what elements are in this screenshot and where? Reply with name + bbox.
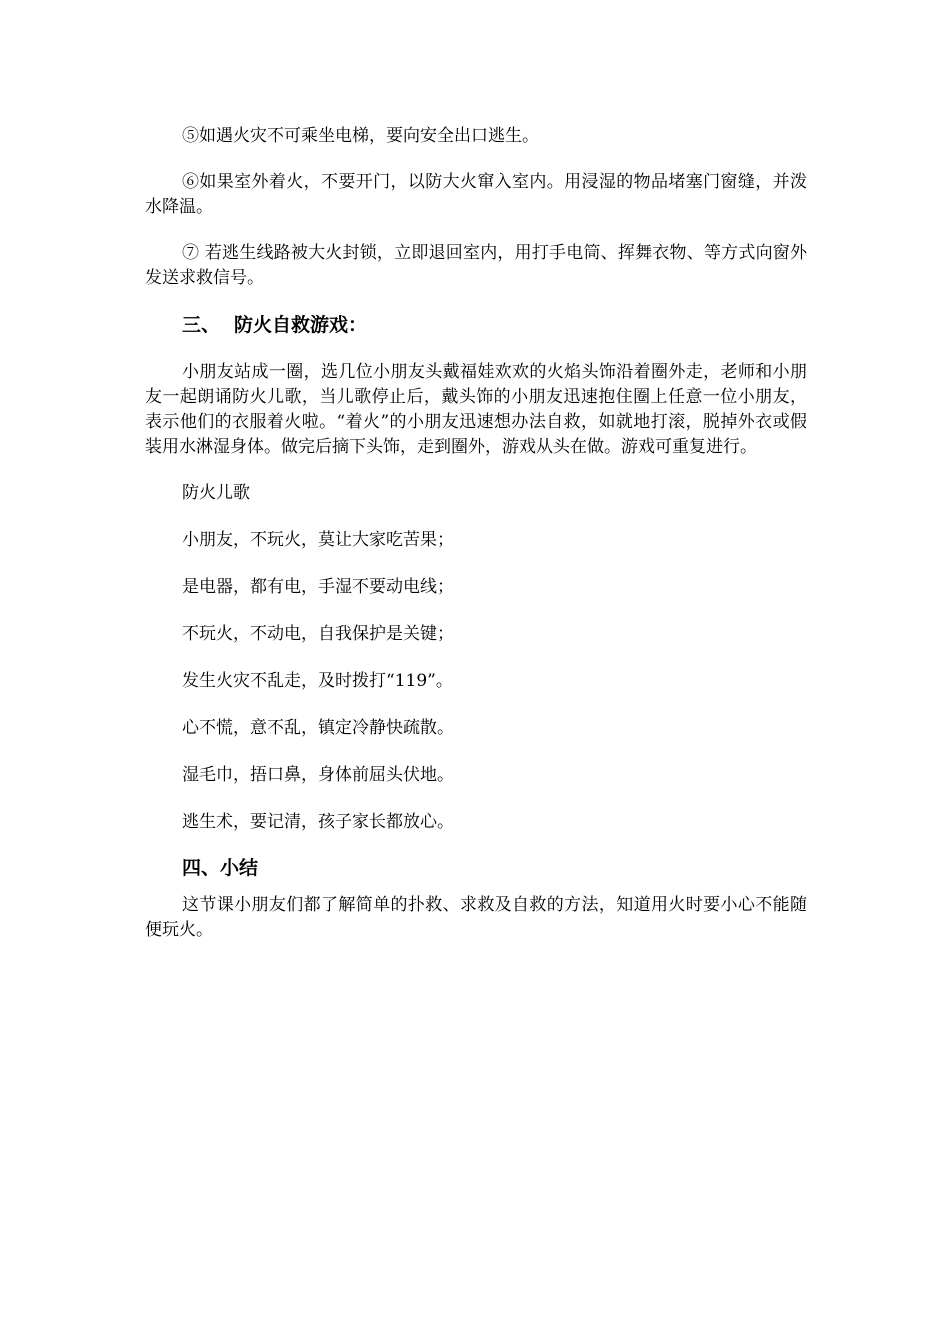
section-three-number: 三、	[182, 314, 221, 336]
section-four-heading: 四、小结	[182, 857, 259, 879]
song-line: 逃生术，要记清，孩子家长都放心。	[182, 812, 454, 832]
section-three-heading	[145, 312, 807, 338]
game-description-paragraph: 小朋友站成一圈，选几位小朋友头戴福娃欢欢的火焰头饰沿着圈外走，老师和小朋友一起朗诵防火儿歌，当儿歌停止后，戴头饰的小朋友迅速抱住圈上任意一位小朋友，表示他们的衣服着火啦。“着火”的小朋友迅速想办法自救，如就地打滚，脱掉外衣或假装用水淋湿身体。做完后摘下头饰，走到圈外，游戏从头在做。游戏可重复进行。	[145, 362, 807, 457]
song-line: 不玩火，不动电，自我保护是关键；	[182, 624, 454, 644]
rule-5-paragraph: ⑤如遇火灾不可乘坐电梯，要向安全出口逃生。	[182, 126, 539, 146]
song-title: 防火儿歌	[182, 483, 250, 503]
song-line: 是电器，都有电，手湿不要动电线；	[182, 577, 454, 597]
rule-6-paragraph: ⑥如果室外着火，不要开门，以防大火窜入室内。用浸湿的物品堵塞门窗缝，并泼水降温。	[145, 172, 807, 217]
song-line: 发生火灾不乱走，及时拨打“119”。	[182, 671, 453, 691]
document-body	[145, 124, 807, 964]
song-line: 小朋友，不玩火，莫让大家吃苦果；	[182, 530, 454, 550]
song-line: 心不慌，意不乱，镇定冷静快疏散。	[182, 718, 454, 738]
rule-7-paragraph: ⑦ 若逃生线路被大火封锁，立即退回室内，用打手电筒、挥舞衣物、等方式向窗外发送求救信号。	[145, 243, 807, 288]
song-line: 湿毛巾，捂口鼻，身体前屈头伏地。	[182, 765, 454, 785]
summary-paragraph: 这节课小朋友们都了解简单的扑救、求救及自救的方法，知道用火时要小心不能随便玩火。	[145, 895, 807, 940]
section-three-title: 防火自救游戏：	[234, 314, 368, 336]
